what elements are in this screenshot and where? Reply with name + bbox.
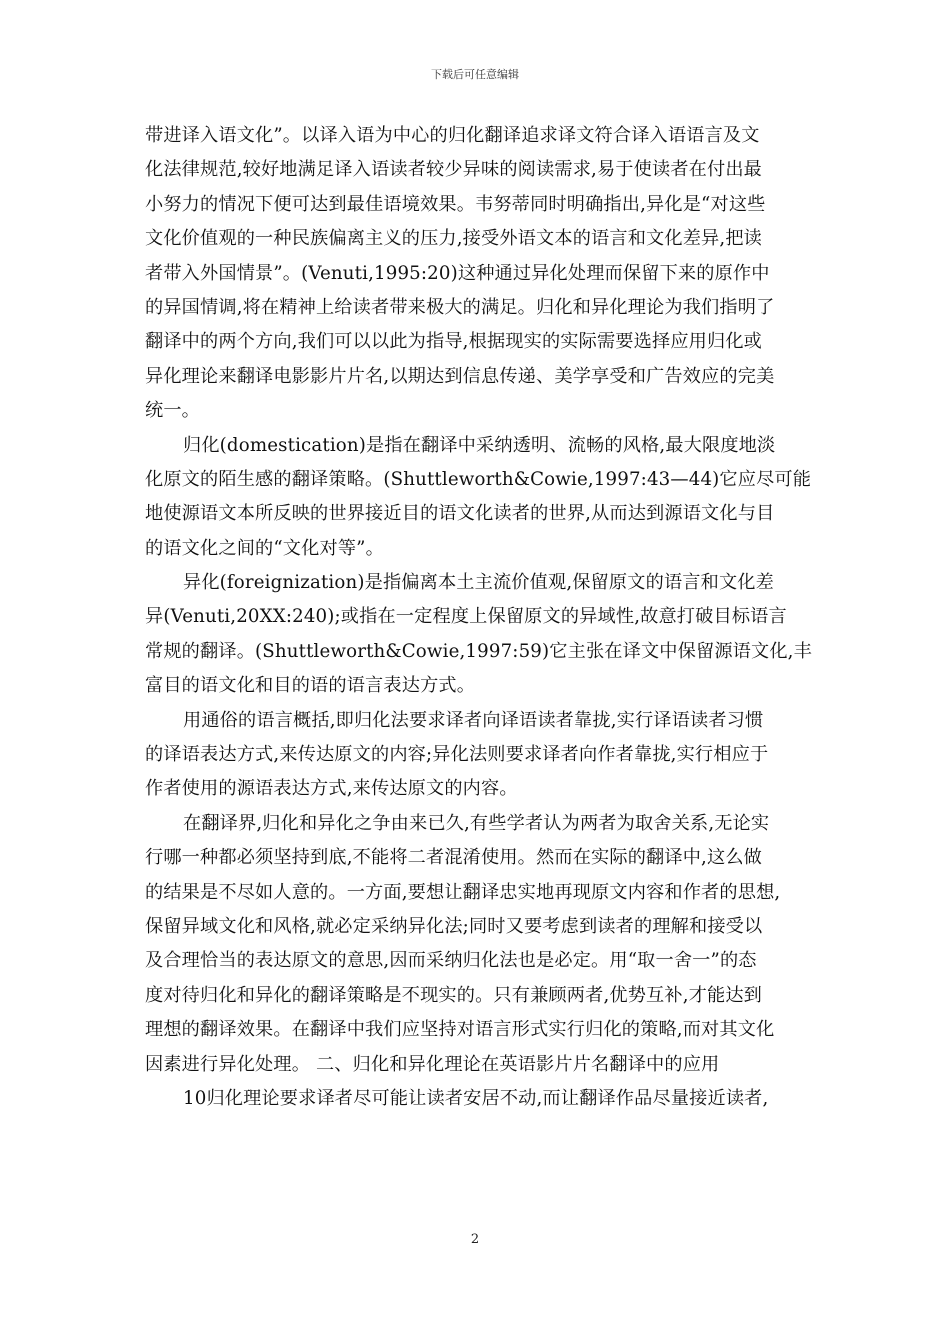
text-line: 文化价值观的一种民族偏离主义的压力,接受外语文本的语言和文化差异,把读 [145, 228, 763, 250]
text-line: 行哪一种都必须坚持到底,不能将二者混淆使用。然而在实际的翻译中,这么做 [145, 847, 763, 869]
text-line: 保留异域文化和风格,就必定采纳异化法;同时又要考虑到读者的理解和接受以 [145, 915, 763, 937]
text-line: 理想的翻译效果。在翻译中我们应坚持对语言形式实行归化的策略,而对其文化 [145, 1019, 775, 1041]
text-line: 归化(domestication)是指在翻译中采纳透明、流畅的风格,最大限度地淡 [183, 434, 776, 456]
text-line: 用通俗的语言概括,即归化法要求译者向译语读者靠拢,实行译语读者习惯 [183, 709, 764, 731]
text-line: 度对待归化和异化的翻译策略是不现实的。只有兼顾两者,优势互补,才能达到 [145, 984, 763, 1006]
text-line: 的异国情调,将在精神上给读者带来极大的满足。归化和异化理论为我们指明了 [145, 296, 775, 318]
text-line: 10归化理论要求译者尽可能让读者安居不动,而让翻译作品尽量接近读者, [183, 1087, 769, 1109]
text-line: 因素进行异化处理。 二、归化和异化理论在英语影片片名翻译中的应用 [145, 1053, 720, 1075]
text-line: 带进译入语文化”。以译入语为中心的归化翻译追求译文符合译入语语言及文 [145, 125, 760, 146]
text-line: 者带入外国情景”。(Venuti,1995:20)这种通过异化处理而保留下来的原作中 [145, 262, 770, 284]
text-line: 富目的语文化和目的语的语言表达方式。 [145, 675, 476, 697]
text-line: 异化(foreignization)是指偏离本土主流价值观,保留原文的语言和文化差 [183, 572, 774, 594]
text-line: 异化理论来翻译电影影片片名,以期达到信息传递、美学享受和广告效应的完美 [145, 365, 775, 387]
page-header: 下载后可任意编辑 [431, 68, 519, 81]
text-line: 翻译中的两个方向,我们可以以此为指导,根据现实的实际需要选择应用归化或 [145, 331, 763, 353]
text-line: 常规的翻译。(Shuttleworth&Cowie,1997:59)它主张在译文中保留源语文化,丰 [145, 640, 812, 662]
text-line: 的语文化之间的“文化对等”。 [145, 537, 384, 559]
text-line: 异(Venuti,20XX:240);或指在一定程度上保留原文的异域性,故意打破目标语言 [145, 606, 787, 628]
text-line: 化原文的陌生感的翻译策略。(Shuttleworth&Cowie,1997:43—44)它应尽可能 [145, 468, 812, 490]
text-line: 的译语表达方式,来传达原文的内容;异化法则要求译者向作者靠拢,实行相应于 [145, 744, 769, 766]
text-line: 小努力的情况下便可达到最佳语境效果。韦努蒂同时明确指出,异化是“对这些 [145, 193, 766, 215]
text-line: 统一。 [145, 400, 201, 422]
page-number: 2 [470, 1232, 480, 1247]
text-line: 化法律规范,较好地满足译入语读者较少异味的阅读需求,易于使读者在付出最 [145, 159, 763, 181]
text-line: 地使源语文本所反映的世界接近目的语文化读者的世界,从而达到源语文化与目 [145, 503, 775, 525]
text-line: 作者使用的源语表达方式,来传达原文的内容。 [145, 778, 518, 800]
document-body [145, 119, 813, 1116]
text-line: 的结果是不尽如人意的。一方面,要想让翻译忠实地再现原文内容和作者的思想, [145, 881, 781, 903]
text-line: 及合理恰当的表达原文的意思,因而采纳归化法也是必定。用“取一舍一”的态 [145, 950, 757, 972]
text-line: 在翻译界,归化和异化之争由来已久,有些学者认为两者为取舍关系,无论实 [183, 812, 770, 834]
